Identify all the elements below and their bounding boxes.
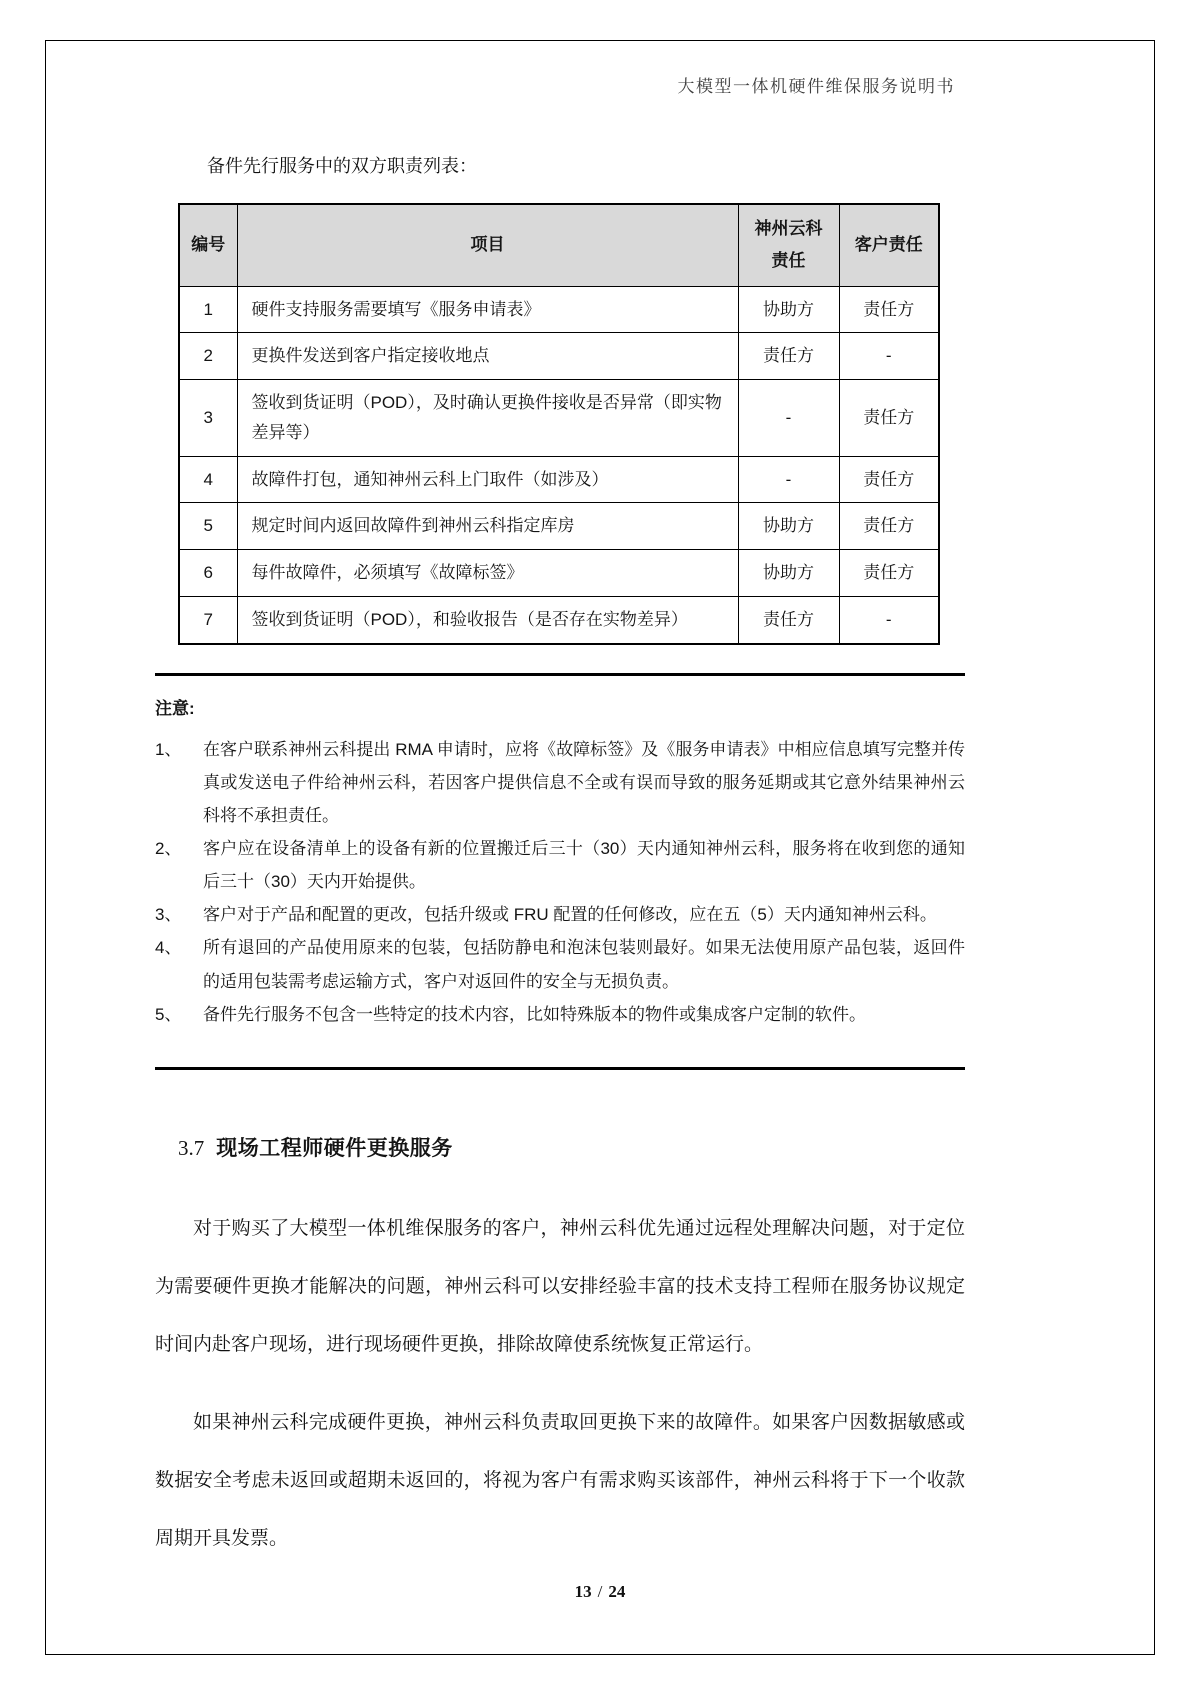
section-title: 现场工程师硬件更换服务 [216,1136,453,1160]
table-row [179,333,939,380]
row-no: 4 [179,456,237,503]
notes-list [155,733,965,1031]
note-number: 5、 [155,1004,182,1024]
row-customer-responsibility: 责任方 [839,286,939,333]
note-text: 客户对于产品和配置的更改，包括升级或 FRU 配置的任何修改，应在五（5）天内通知神州云科。 [203,905,937,925]
list-item [155,832,965,898]
row-item: 规定时间内返回故障件到神州云科指定库房 [237,503,738,550]
table-row [179,550,939,597]
note-text: 备件先行服务不包含一些特定的技术内容，比如特殊版本的物件或集成客户定制的软件。 [203,1004,866,1024]
list-item [155,898,965,931]
page-total: 24 [608,1582,626,1601]
row-vendor-responsibility: 责任方 [738,333,839,380]
row-vendor-responsibility: 协助方 [738,503,839,550]
note-number: 4、 [155,938,182,958]
row-customer-responsibility: - [839,596,939,643]
row-vendor-responsibility: 协助方 [738,550,839,597]
row-vendor-responsibility: - [738,456,839,503]
row-item: 签收到货证明（POD），和验收报告（是否存在实物差异） [237,596,738,643]
table-row [179,503,939,550]
table-intro-text: 备件先行服务中的双方职责列表： [207,156,477,176]
section-divider [155,673,965,676]
row-vendor-responsibility: 责任方 [738,596,839,643]
notes-label: 注意: [155,698,195,718]
row-customer-responsibility: 责任方 [839,380,939,457]
row-no: 7 [179,596,237,643]
list-item [155,998,965,1031]
note-number: 3、 [155,905,182,925]
page-separator: / [597,1582,603,1601]
header-cell-no: 编号 [179,204,237,286]
row-item: 硬件支持服务需要填写《服务申请表》 [237,286,738,333]
header-vendor-line2: 责任 [771,251,806,271]
section-number: 3.7 [178,1135,205,1160]
note-text: 在客户联系神州云科提出 RMA 申请时，应将《故障标签》及《服务申请表》中相应信息填写完整并传真或发送电子件给神州云科，若因客户提供信息不全或有误而导致的服务延期或其它意外结果神州云科将不承担责任。 [203,739,965,825]
section-heading [178,1132,965,1162]
table-row [179,596,939,643]
table-header-row [179,204,939,286]
row-item: 更换件发送到客户指定接收地点 [237,333,738,380]
note-number: 2、 [155,839,182,859]
responsibility-table [178,203,940,645]
page-content [155,72,965,1567]
body-paragraph: 如果神州云科完成硬件更换，神州云科负责取回更换下来的故障件。如果客户因数据敏感或数据安全考虑未返回或超期未返回的，将视为客户有需求购买该部件，神州云科将于下一个收款周期开具发票。 [155,1411,965,1549]
note-text: 所有退回的产品使用原来的包装，包括防静电和泡沫包装则最好。如果无法使用原产品包装，返回件的适用包装需考虑运输方式，客户对返回件的安全与无损负责。 [203,938,965,991]
list-item [155,931,965,997]
row-no: 1 [179,286,237,333]
row-item: 每件故障件，必须填写《故障标签》 [237,550,738,597]
row-customer-responsibility: - [839,333,939,380]
table-row [179,380,939,457]
row-customer-responsibility: 责任方 [839,550,939,597]
table-row [179,286,939,333]
row-item: 签收到货证明（POD），及时确认更换件接收是否异常（即实物差异等） [237,380,738,457]
header-cell-item: 项目 [237,204,738,286]
page-number [0,1582,1200,1602]
row-no: 3 [179,380,237,457]
row-no: 2 [179,333,237,380]
body-paragraph: 对于购买了大模型一体机维保服务的客户，神州云科优先通过远程处理解决问题，对于定位为需要硬件更换才能解决的问题，神州云科可以安排经验丰富的技术支持工程师在服务协议规定时间内赴客户现场，进行现场硬件更换，排除故障使系统恢复正常运行。 [155,1217,965,1355]
row-no: 6 [179,550,237,597]
row-vendor-responsibility: 协助方 [738,286,839,333]
header-cell-customer: 客户责任 [839,204,939,286]
row-customer-responsibility: 责任方 [839,456,939,503]
row-item: 故障件打包，通知神州云科上门取件（如涉及） [237,456,738,503]
note-text: 客户应在设备清单上的设备有新的位置搬迁后三十（30）天内通知神州云科，服务将在收到您的通知后三十（30）天内开始提供。 [203,839,965,892]
list-item [155,733,965,832]
header-vendor-line1: 神州云科 [754,219,823,238]
row-no: 5 [179,503,237,550]
table-row [179,456,939,503]
section-divider [155,1067,965,1070]
row-vendor-responsibility: - [738,380,839,457]
row-customer-responsibility: 责任方 [839,503,939,550]
note-number: 1、 [155,739,182,759]
header-cell-vendor [738,204,839,286]
doc-header-title: 大模型一体机硬件维保服务说明书 [677,77,955,96]
page-current: 13 [574,1582,592,1601]
